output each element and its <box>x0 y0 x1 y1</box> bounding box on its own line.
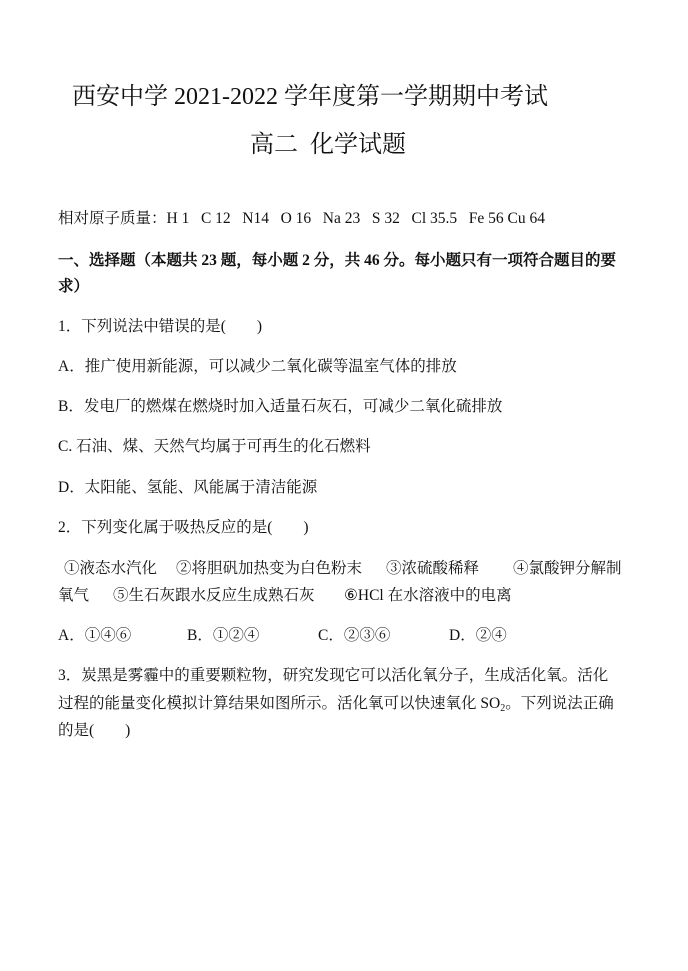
question-3-line1: 3．炭黑是雾霾中的重要颗粒物，研究发现它可以活化氧分子，生成活化氧。活化 <box>58 667 609 684</box>
question-2-statements-line1 <box>0 559 688 579</box>
exam-subtitle: 高二 化学试题 <box>250 132 406 158</box>
question-3-line2 <box>58 694 614 714</box>
question-1-option-c: C. 石油、煤、天然气均属于可再生的化石燃料 <box>58 438 371 455</box>
question-1-stem: 1．下列说法中错误的是( ) <box>58 318 263 335</box>
question-2-statements-line2 <box>0 586 688 606</box>
statement-4-part1: ④氯酸钾分解制 <box>513 560 622 577</box>
statement-4-part2: 氧气 <box>58 587 90 604</box>
question-1-option-d: D．太阳能、氢能、风能属于清洁能源 <box>58 479 318 496</box>
question-3-line2-text: 过程的能量变化模拟计算结果如图所示。活化氧可以快速氧化 SO <box>58 695 501 712</box>
question-3-line3: 的是( ) <box>58 722 131 739</box>
question-1-option-b: B．发电厂的燃煤在燃烧时加入适量石灰石，可减少二氧化硫排放 <box>58 398 503 415</box>
exam-title: 西安中学 2021-2022 学年度第一学期期中考试 <box>72 84 548 110</box>
question-1-option-a: A．推广使用新能源，可以减少二氧化碳等温室气体的排放 <box>58 358 457 375</box>
question-2-option-c: C．②③⑥ <box>318 627 391 644</box>
statement-5: ⑤生石灰跟水反应生成熟石灰 <box>113 587 315 604</box>
section-heading-line2: 求） <box>58 278 90 295</box>
atomic-masses: 相对原子质量：H 1 C 12 N14 O 16 Na 23 S 32 Cl 35.5 Fe 56 Cu 64 <box>58 210 545 227</box>
statement-1: ①液态水汽化 <box>64 560 158 577</box>
question-2-options <box>0 626 688 646</box>
question-3-line2-tail: 。下列说法正确 <box>505 695 614 712</box>
question-2-option-d: D．②④ <box>449 627 507 644</box>
so2-subscript: 2 <box>500 703 506 714</box>
section-heading-line1: 一、选择题（本题共 23 题，每小题 2 分，共 46 分。每小题只有一项符合题目的要 <box>58 252 617 269</box>
statement-3: ③浓硫酸稀释 <box>386 560 480 577</box>
statement-2: ②将胆矾加热变为白色粉末 <box>176 560 363 577</box>
question-2-option-a: A．①④⑥ <box>58 627 132 644</box>
statement-6: ⑥HCl 在水溶液中的电离 <box>344 587 512 604</box>
question-2-option-b: B．①②④ <box>187 627 260 644</box>
question-2-stem: 2．下列变化属于吸热反应的是( ) <box>58 519 309 536</box>
